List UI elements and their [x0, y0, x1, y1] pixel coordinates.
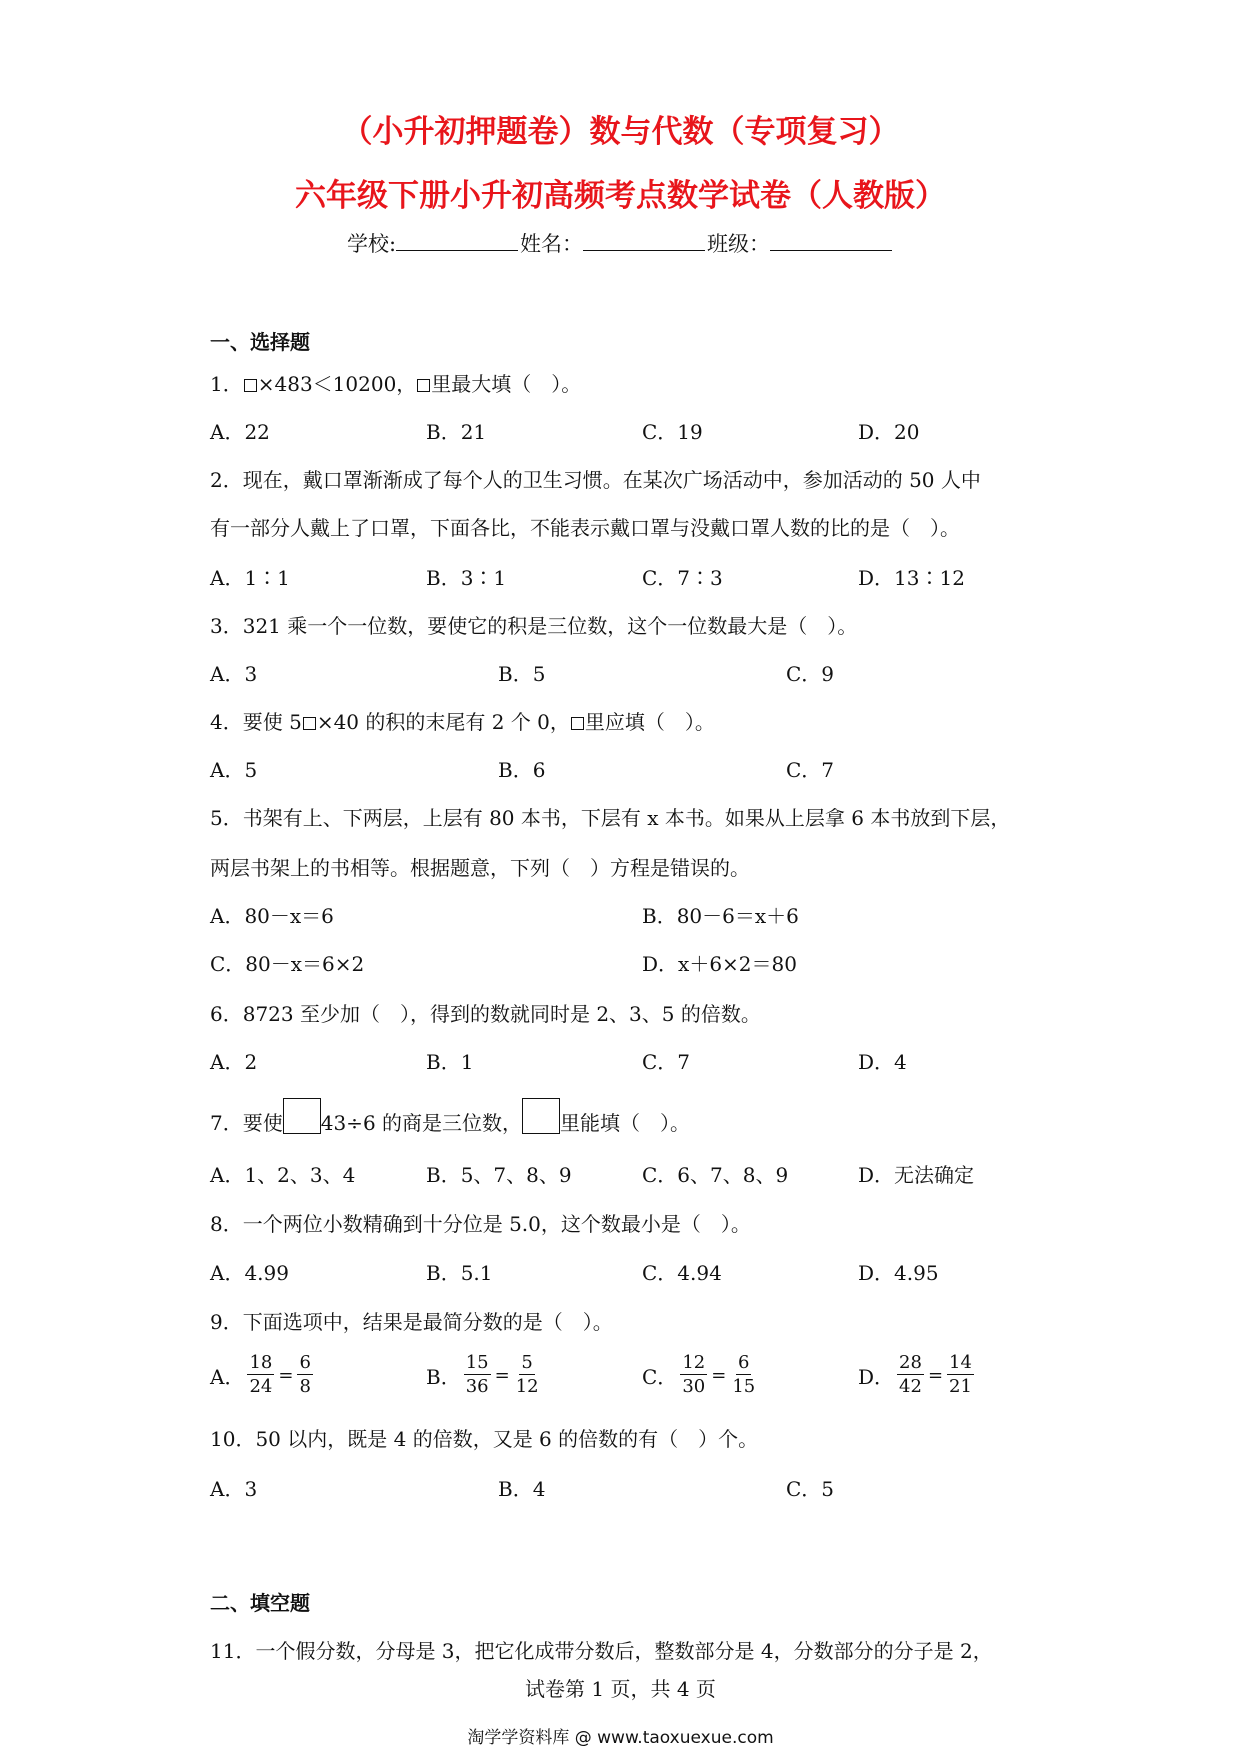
equals-sign: =	[278, 1365, 294, 1386]
q9-option-b[interactable]	[426, 1352, 544, 1399]
q9-option-c[interactable]	[642, 1352, 760, 1399]
title-line-2: 六年级下册小升初高频考点数学试卷（人教版）	[295, 178, 946, 214]
q9-option-a[interactable]	[210, 1352, 316, 1399]
answer-box-icon	[283, 1098, 321, 1134]
square-box-icon	[571, 717, 584, 730]
denominator: 42	[899, 1376, 922, 1397]
section-choice-heading: 一、选择题	[210, 330, 310, 354]
q3-option-b[interactable]: B．5	[498, 662, 546, 686]
q8-option-c[interactable]: C．4.94	[642, 1261, 722, 1285]
q7-option-a[interactable]: A．1、2、3、4	[210, 1163, 356, 1187]
q10-option-a[interactable]: A．3	[210, 1477, 258, 1501]
q7-text-post: 里能填（ ）。	[560, 1111, 691, 1135]
q9-option-d[interactable]	[858, 1352, 977, 1399]
q10-option-c[interactable]: C．5	[786, 1477, 835, 1501]
numerator: 14	[949, 1352, 972, 1373]
q8-option-d[interactable]: D．4.95	[858, 1261, 939, 1285]
equals-sign: =	[927, 1365, 944, 1386]
q3-option-a[interactable]: A．3	[210, 662, 258, 686]
numerator: 15	[465, 1352, 489, 1373]
denominator: 15	[732, 1376, 756, 1397]
q7-option-d[interactable]: D．无法确定	[858, 1163, 975, 1187]
name-blank[interactable]	[583, 230, 705, 251]
q5-option-c[interactable]: C．80－x＝6×2	[210, 952, 365, 976]
q6-option-a[interactable]: A．2	[210, 1050, 258, 1074]
q4-option-b[interactable]: B．6	[498, 758, 546, 782]
q1-text-post: 里最大填（ ）。	[431, 372, 582, 396]
numerator: 6	[299, 1352, 311, 1373]
question-5-line-2: 两层书架上的书相等。根据题意，下列（ ）方程是错误的。	[210, 856, 750, 880]
q4-option-a[interactable]: A．5	[210, 758, 258, 782]
page-footer: 试卷第 1 页，共 4 页	[525, 1677, 716, 1701]
question-3: 3．321 乘一个一位数，要使它的积是三位数，这个一位数最大是（ ）。	[210, 614, 858, 638]
q5-option-b[interactable]: B．80－6＝x＋6	[642, 904, 799, 928]
q2-option-a[interactable]: A．1∶1	[210, 566, 290, 590]
watermark: 淘学学资料库 @ www.taoxuexue.com	[467, 1728, 774, 1748]
q4-text-pre: 4．要使 5	[210, 710, 302, 734]
q4-text-post: 里应填（ ）。	[584, 710, 715, 734]
school-blank[interactable]	[396, 230, 518, 251]
q1-option-b[interactable]: B．21	[426, 420, 487, 444]
question-5-line-1: 5．书架有上、下两层，上层有 80 本书，下层有 x 本书。如果从上层拿 6 本书放到下层，	[210, 806, 1011, 830]
name-label: 姓名：	[520, 232, 584, 256]
q8-option-b[interactable]: B．5.1	[426, 1261, 493, 1285]
q5-option-d[interactable]: D．x＋6×2＝80	[642, 952, 797, 976]
section-fill-heading: 二、填空题	[210, 1591, 310, 1615]
numerator: 6	[738, 1352, 750, 1373]
numerator: 12	[682, 1352, 706, 1373]
q4-text-mid: ×40 的积的末尾有 2 个 0，	[316, 710, 570, 734]
answer-box-icon	[522, 1098, 560, 1134]
question-7	[210, 1098, 690, 1136]
q6-option-b[interactable]: B．1	[426, 1050, 474, 1074]
q7-text-mid: 43÷6 的商是三位数，	[320, 1111, 523, 1135]
q3-option-c[interactable]: C．9	[786, 662, 835, 686]
denominator: 8	[299, 1376, 311, 1397]
equals-sign: =	[494, 1365, 510, 1386]
q8-option-a[interactable]: A．4.99	[210, 1261, 289, 1285]
q6-option-c[interactable]: C．7	[642, 1050, 691, 1074]
question-4	[210, 706, 715, 735]
q1-option-a[interactable]: A．22	[210, 420, 270, 444]
q1-number: 1．	[210, 372, 243, 396]
square-box-icon	[417, 379, 430, 392]
numerator: 5	[521, 1352, 533, 1373]
q10-option-b[interactable]: B．4	[498, 1477, 546, 1501]
q1-text-mid: ×483＜10200，	[257, 372, 417, 396]
question-2-line-2: 有一部分人戴上了口罩，下面各比，不能表示戴口罩与没戴口罩人数的比的是（ ）。	[210, 516, 960, 540]
q5-option-a[interactable]: A．80－x＝6	[210, 904, 334, 928]
q1-option-c[interactable]: C．19	[642, 420, 703, 444]
question-9: 9．下面选项中，结果是最简分数的是（ ）。	[210, 1310, 613, 1334]
q7-option-b[interactable]: B．5、7、8、9	[426, 1163, 572, 1187]
question-11: 11．一个假分数，分母是 3，把它化成带分数后，整数部分是 4，分数部分的分子是 2，	[210, 1639, 993, 1663]
school-label: 学校:	[346, 232, 397, 256]
title-line-1: （小升初押题卷）数与代数（专项复习）	[341, 114, 900, 150]
option-label: A．	[210, 1365, 245, 1389]
option-label: D．	[858, 1365, 895, 1389]
denominator: 30	[682, 1376, 706, 1397]
q6-option-d[interactable]: D．4	[858, 1050, 907, 1074]
q7-text-pre: 7．要使	[210, 1111, 283, 1135]
denominator: 24	[249, 1376, 273, 1397]
class-blank[interactable]	[770, 230, 892, 251]
option-label: C．	[642, 1365, 678, 1389]
class-label: 班级：	[707, 232, 771, 256]
student-info-row	[0, 228, 1241, 258]
option-label: B．	[426, 1365, 461, 1389]
question-6: 6．8723 至少加（ ），得到的数就同时是 2、3、5 的倍数。	[210, 1002, 761, 1026]
question-1	[210, 368, 581, 397]
question-10: 10．50 以内，既是 4 的倍数，又是 6 的倍数的有（ ）个。	[210, 1427, 759, 1451]
numerator: 28	[899, 1352, 922, 1373]
square-box-icon	[303, 717, 316, 730]
q7-option-c[interactable]: C．6、7、8、9	[642, 1163, 789, 1187]
question-2-line-1: 2．现在，戴口罩渐渐成了每个人的卫生习惯。在某次广场活动中，参加活动的 50 人中	[210, 468, 981, 492]
denominator: 21	[949, 1376, 972, 1397]
denominator: 12	[515, 1376, 539, 1397]
denominator: 36	[465, 1376, 489, 1397]
question-8: 8．一个两位小数精确到十分位是 5.0，这个数最小是（ ）。	[210, 1212, 751, 1236]
q2-option-b[interactable]: B．3∶1	[426, 566, 507, 590]
q1-option-d[interactable]: D．20	[858, 420, 920, 444]
q2-option-d[interactable]: D．13∶12	[858, 566, 965, 590]
q2-option-c[interactable]: C．7∶3	[642, 566, 723, 590]
q4-option-c[interactable]: C．7	[786, 758, 835, 782]
square-box-icon	[244, 379, 257, 392]
equals-sign: =	[711, 1365, 727, 1386]
numerator: 18	[249, 1352, 273, 1373]
